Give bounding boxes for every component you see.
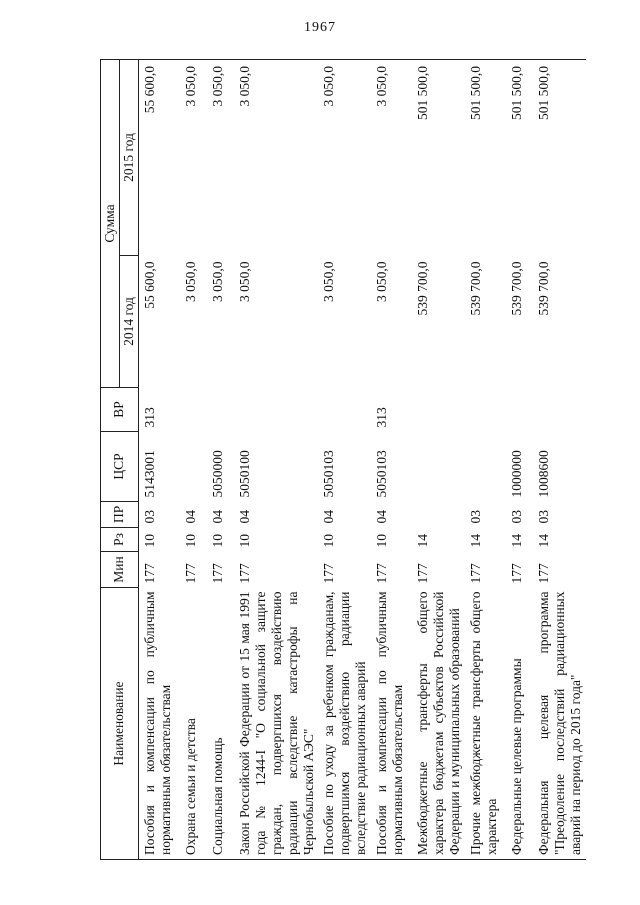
- table-row: [371, 59, 412, 859]
- row-rz: 14: [535, 534, 551, 548]
- row-csr: [465, 432, 506, 502]
- row-sum-2014: 539 700,0: [467, 261, 483, 316]
- row-sum-2014: 3 050,0: [182, 261, 198, 302]
- row-sum-2014: 539 700,0: [415, 261, 431, 316]
- header-vr: ВР: [101, 388, 139, 432]
- row-pr: 04: [182, 510, 198, 524]
- header-rz: Рз: [101, 528, 139, 552]
- row-vr: [465, 388, 506, 432]
- row-rz: 10: [209, 534, 225, 548]
- row-sum-2015: 501 500,0: [465, 59, 506, 255]
- table-row: [465, 59, 506, 859]
- row-min: 177: [182, 563, 198, 584]
- table-row: [234, 59, 319, 859]
- row-rz: 10: [374, 534, 390, 548]
- row-name: Пособия и компенсации по публичным нормативным обязательствам: [138, 588, 180, 860]
- row-sum-2014: 3 050,0: [209, 261, 225, 302]
- header-name: Наименование: [101, 588, 139, 860]
- row-name: Прочие межбюджетные трансферты общего характера: [465, 588, 506, 860]
- row-rz: 14: [467, 534, 483, 548]
- row-pr: 04: [321, 510, 337, 524]
- row-min: 177: [209, 563, 225, 584]
- row-csr: 5050000: [209, 450, 225, 498]
- row-min: 177: [415, 563, 431, 584]
- header-year-2014: 2014 год: [119, 256, 138, 388]
- row-pr: 04: [209, 510, 225, 524]
- row-name: Федеральная целевая программа "Преодоление последствий радиационных аварий на период до 2015 года": [533, 588, 586, 860]
- row-sum-2014: 55 600,0: [141, 261, 157, 309]
- row-name: Пособие по уходу за ребенком гражданам, подвергшимся воздействию радиации вследствие радиационных аварий: [318, 588, 371, 860]
- row-name: Закон Российской Федерации от 15 мая 1991 года № 1244-I "О социальной защите граждан, подвергшихся воздействию радиации вследствие катастрофы на Чернобыльской АЭС": [234, 588, 319, 860]
- row-vr: [506, 388, 533, 432]
- table-row: [412, 59, 465, 859]
- row-sum-2015: 3 050,0: [371, 59, 412, 255]
- row-name: Пособия и компенсации по публичным нормативным обязательствам: [371, 588, 412, 860]
- row-vr: [234, 388, 319, 432]
- row-csr: 5050103: [321, 450, 337, 498]
- row-rz: 14: [415, 534, 431, 548]
- row-name: Межбюджетные трансферты общего характера бюджетам субъектов Российской Федерации и муниципальных образований: [412, 588, 465, 860]
- row-sum-2015: 501 500,0: [533, 59, 586, 255]
- row-sum-2015: 3 050,0: [234, 59, 319, 255]
- rotated-table-area: [100, 60, 615, 860]
- row-csr: 1008600: [535, 450, 551, 498]
- row-rz: 14: [508, 534, 524, 548]
- table-row: [533, 59, 586, 859]
- table-row: [138, 59, 180, 859]
- row-vr: [207, 388, 234, 432]
- row-sum-2014: 3 050,0: [374, 261, 390, 302]
- row-vr: [412, 388, 465, 432]
- row-vr: 313: [141, 407, 157, 428]
- row-name: Социальная помощь: [207, 588, 234, 860]
- row-min: 177: [141, 563, 157, 584]
- row-csr: 5050100: [236, 450, 252, 498]
- row-min: 177: [374, 563, 390, 584]
- row-vr: [318, 388, 371, 432]
- row-sum-2015: 3 050,0: [180, 59, 207, 255]
- row-pr: 03: [141, 510, 157, 524]
- row-min: 177: [508, 563, 524, 584]
- table-body: [138, 59, 585, 859]
- row-min: 177: [236, 563, 252, 584]
- table-row: [180, 59, 207, 859]
- row-min: 177: [467, 563, 483, 584]
- row-pr: 03: [508, 510, 524, 524]
- header-year-2015: 2015 год: [119, 59, 138, 255]
- row-vr: 313: [374, 407, 390, 428]
- header-min: Мин: [101, 552, 139, 588]
- row-pr: [412, 502, 465, 528]
- row-sum-2014: 539 700,0: [508, 261, 524, 316]
- header-pr: ПР: [101, 502, 139, 528]
- row-min: 177: [321, 563, 337, 584]
- page-number: 1967: [304, 20, 336, 35]
- row-csr: [180, 432, 207, 502]
- table-row: [207, 59, 234, 859]
- row-csr: 5050103: [374, 450, 390, 498]
- row-pr: 03: [467, 510, 483, 524]
- row-csr: [412, 432, 465, 502]
- table-row: [506, 59, 533, 859]
- row-min: 177: [535, 563, 551, 584]
- row-sum-2014: 539 700,0: [535, 261, 551, 316]
- row-pr: 04: [374, 510, 390, 524]
- row-rz: 10: [321, 534, 337, 548]
- row-sum-2015: 501 500,0: [412, 59, 465, 255]
- header-sum: Сумма: [101, 59, 120, 387]
- row-csr: 1000000: [508, 450, 524, 498]
- header-csr: ЦСР: [101, 432, 139, 502]
- row-vr: [180, 388, 207, 432]
- row-name: Охрана семьи и детства: [180, 588, 207, 860]
- row-name: Федеральные целевые программы: [506, 588, 533, 860]
- row-sum-2015: 55 600,0: [138, 59, 180, 255]
- row-rz: 10: [236, 534, 252, 548]
- row-sum-2015: 3 050,0: [318, 59, 371, 255]
- row-sum-2014: 3 050,0: [321, 261, 337, 302]
- budget-table: [100, 59, 586, 860]
- row-sum-2015: 3 050,0: [207, 59, 234, 255]
- row-pr: 03: [535, 510, 551, 524]
- row-sum-2014: 3 050,0: [236, 261, 252, 302]
- row-sum-2015: 501 500,0: [506, 59, 533, 255]
- table-row: [318, 59, 371, 859]
- row-rz: 10: [182, 534, 198, 548]
- row-rz: 10: [141, 534, 157, 548]
- row-vr: [533, 388, 586, 432]
- row-csr: 5143001: [141, 450, 157, 498]
- row-pr: 04: [236, 510, 252, 524]
